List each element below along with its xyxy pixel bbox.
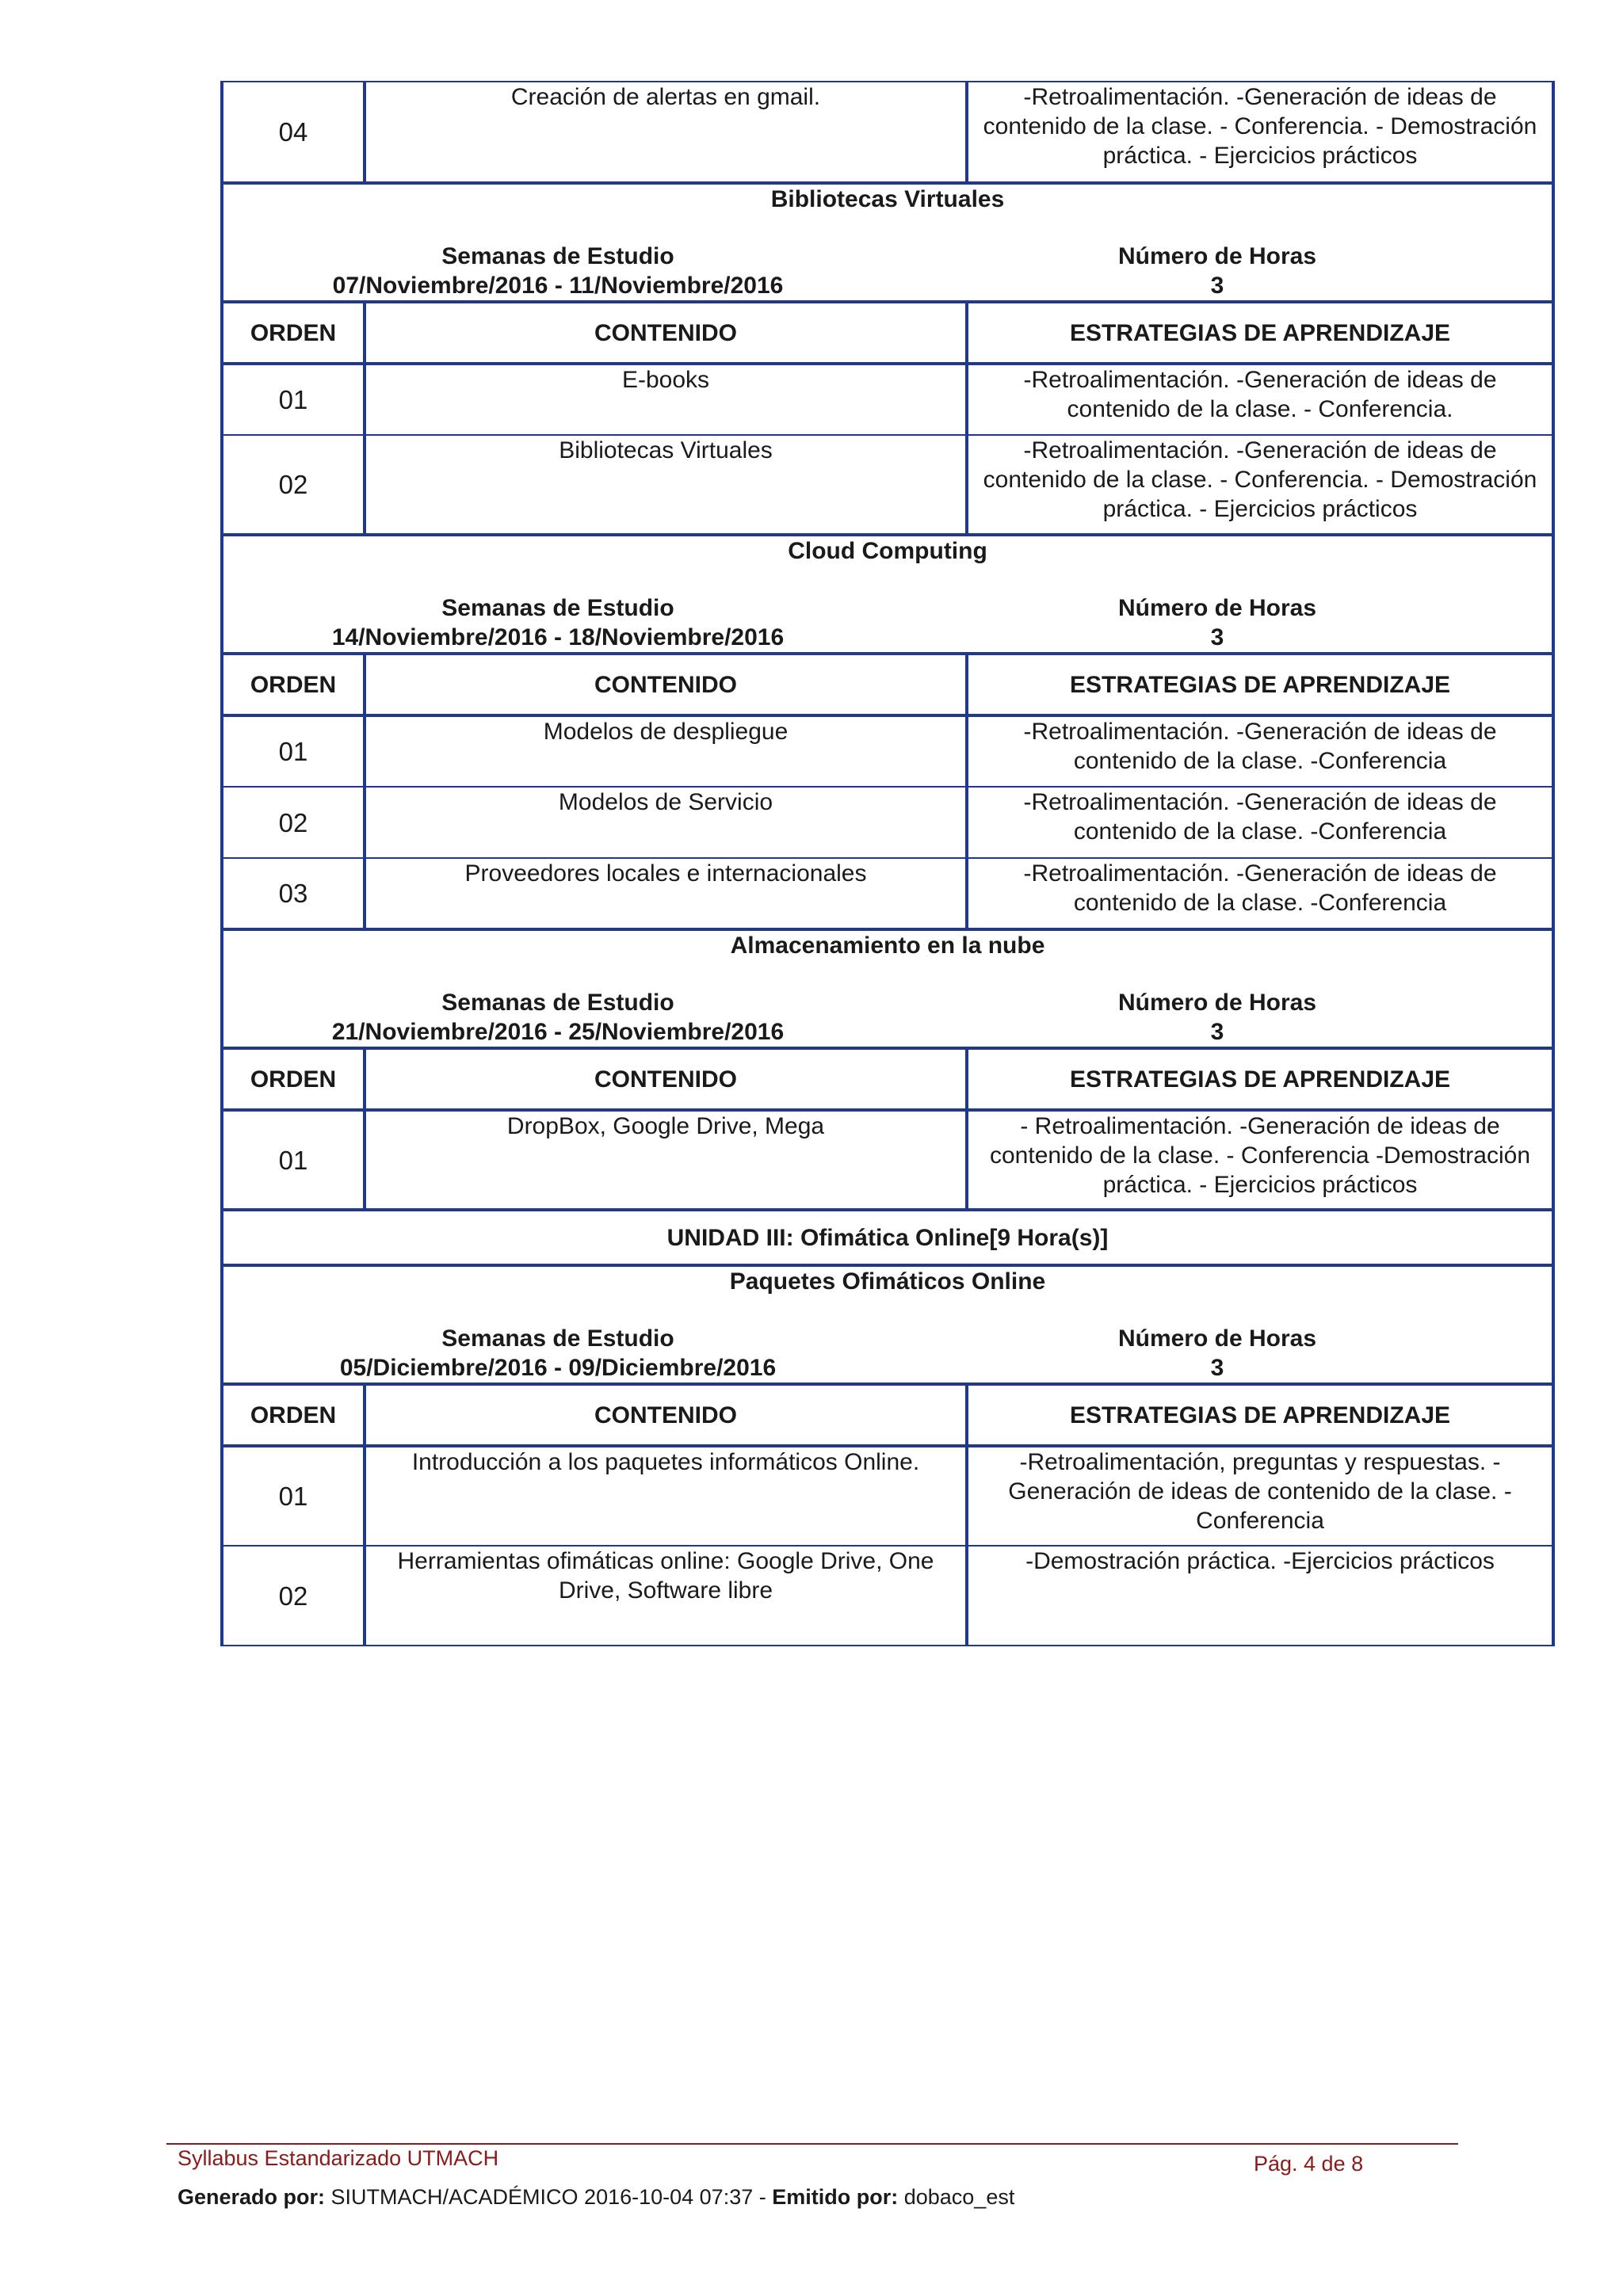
topic-title: Almacenamiento en la nube [730,933,1045,959]
generated-label: Generado por: [178,2185,326,2209]
column-header-row [222,302,1553,364]
row-estrategias: -Retroalimentación. -Generación de ideas de contenido de la clase. -Conferencia [967,715,1553,787]
header-estrategias: ESTRATEGIAS DE APRENDIZAJE [967,302,1553,364]
unit-title: UNIDAD III: Ofimática Online[9 Hora(s)] [222,1210,1553,1265]
table-row [222,435,1553,535]
hours-value: 3 [1210,273,1224,299]
header-contenido: CONTENIDO [365,1048,967,1110]
row-contenido: Modelos de despliegue [365,715,967,787]
weeks-label: Semanas de Estudio [441,595,674,621]
row-estrategias: -Retroalimentación. -Generación de ideas de contenido de la clase. -Conferencia [967,787,1553,858]
table-row [222,82,1553,183]
row-orden: 02 [222,1546,365,1646]
table-row [222,1546,1553,1646]
topic-meta [228,988,1547,1047]
row-orden: 01 [222,1110,365,1210]
table-row [222,1446,1553,1546]
row-contenido: Bibliotecas Virtuales [365,435,967,535]
syllabus-table [220,81,1555,1646]
row-estrategias: -Retroalimentación. -Generación de ideas de contenido de la clase. - Conferencia. - Demostración práctica. - Ejercicios prácticos [967,82,1553,183]
hours-label: Número de Horas [1117,243,1317,269]
hours-value: 3 [1210,1355,1224,1381]
hours-block [888,593,1547,652]
row-orden: 01 [222,1446,365,1546]
row-contenido: Creación de alertas en gmail. [365,82,967,183]
topic-block [222,535,1553,654]
topic-meta [228,593,1547,652]
row-orden: 02 [222,787,365,858]
footer-generated-info [178,2185,1014,2210]
hours-block [888,988,1547,1047]
row-orden: 01 [222,715,365,787]
footer-divider [166,2143,1458,2145]
footer-doc-title: Syllabus Estandarizado UTMACH [178,2146,499,2170]
header-orden: ORDEN [222,654,365,715]
row-contenido: Herramientas ofimáticas online: Google Drive, One Drive, Software libre [365,1546,967,1646]
row-estrategias: -Demostración práctica. -Ejercicios prácticos [967,1546,1553,1646]
hours-value: 3 [1210,1019,1224,1045]
weeks-block [228,988,888,1047]
topic-cell [222,929,1553,1048]
row-estrategias: - Retroalimentación. -Generación de ideas de contenido de la clase. - Conferencia -Demostración práctica. - Ejercicios prácticos [967,1110,1553,1210]
weeks-label: Semanas de Estudio [441,1325,674,1352]
row-orden: 01 [222,364,365,435]
row-contenido: Proveedores locales e internacionales [365,858,967,929]
hours-label: Número de Horas [1117,595,1317,621]
weeks-range: 21/Noviembre/2016 - 25/Noviembre/2016 [331,1019,785,1045]
topic-title: Paquetes Ofimáticos Online [729,1268,1046,1295]
table-row [222,364,1553,435]
topic-cell [222,1265,1553,1384]
row-contenido: E-books [365,364,967,435]
topic-cell [222,183,1553,302]
hours-block [888,242,1547,300]
header-contenido: CONTENIDO [365,302,967,364]
topic-cell [222,535,1553,654]
topic-title: Bibliotecas Virtuales [770,186,1005,212]
weeks-range: 05/Diciembre/2016 - 09/Diciembre/2016 [339,1355,777,1381]
hours-label: Número de Horas [1117,990,1317,1016]
header-orden: ORDEN [222,302,365,364]
topic-meta [228,1324,1547,1383]
topic-block [222,1265,1553,1384]
column-header-row [222,1384,1553,1446]
weeks-block [228,1324,888,1383]
topic-meta [228,242,1547,300]
row-contenido: Introducción a los paquetes informáticos Online. [365,1446,967,1546]
emitted-value: dobaco_est [898,2185,1015,2209]
page-number: Pág. 4 de 8 [1254,2152,1364,2176]
row-contenido: DropBox, Google Drive, Mega [365,1110,967,1210]
hours-label: Número de Horas [1117,1325,1317,1352]
row-estrategias: -Retroalimentación. -Generación de ideas de contenido de la clase. - Conferencia. - Demostración práctica. - Ejercicios prácticos [967,435,1553,535]
header-estrategias: ESTRATEGIAS DE APRENDIZAJE [967,654,1553,715]
hours-value: 3 [1210,624,1224,650]
row-estrategias: -Retroalimentación. -Generación de ideas de contenido de la clase. -Conferencia [967,858,1553,929]
row-contenido: Modelos de Servicio [365,787,967,858]
topic-title: Cloud Computing [788,538,987,564]
generated-value: SIUTMACH/ACADÉMICO 2016-10-04 07:37 - [325,2185,773,2209]
header-estrategias: ESTRATEGIAS DE APRENDIZAJE [967,1384,1553,1446]
row-orden: 02 [222,435,365,535]
header-orden: ORDEN [222,1048,365,1110]
table-row [222,715,1553,787]
topic-block [222,183,1553,302]
row-estrategias: -Retroalimentación, preguntas y respuestas. -Generación de ideas de contenido de la clase. - Conferencia [967,1446,1553,1546]
weeks-range: 07/Noviembre/2016 - 11/Noviembre/2016 [332,273,784,299]
hours-block [888,1324,1547,1383]
row-orden: 03 [222,858,365,929]
table-row [222,1110,1553,1210]
column-header-row [222,654,1553,715]
table-row [222,858,1553,929]
unit-row [222,1210,1553,1265]
column-header-row [222,1048,1553,1110]
weeks-block [228,593,888,652]
topic-block [222,929,1553,1048]
header-orden: ORDEN [222,1384,365,1446]
weeks-label: Semanas de Estudio [441,243,674,269]
table-row [222,787,1553,858]
header-estrategias: ESTRATEGIAS DE APRENDIZAJE [967,1048,1553,1110]
header-contenido: CONTENIDO [365,1384,967,1446]
header-contenido: CONTENIDO [365,654,967,715]
row-orden: 04 [222,82,365,183]
emitted-label: Emitido por: [772,2185,899,2209]
weeks-range: 14/Noviembre/2016 - 18/Noviembre/2016 [331,624,785,650]
row-estrategias: -Retroalimentación. -Generación de ideas de contenido de la clase. - Conferencia. [967,364,1553,435]
weeks-label: Semanas de Estudio [441,990,674,1016]
weeks-block [228,242,888,300]
